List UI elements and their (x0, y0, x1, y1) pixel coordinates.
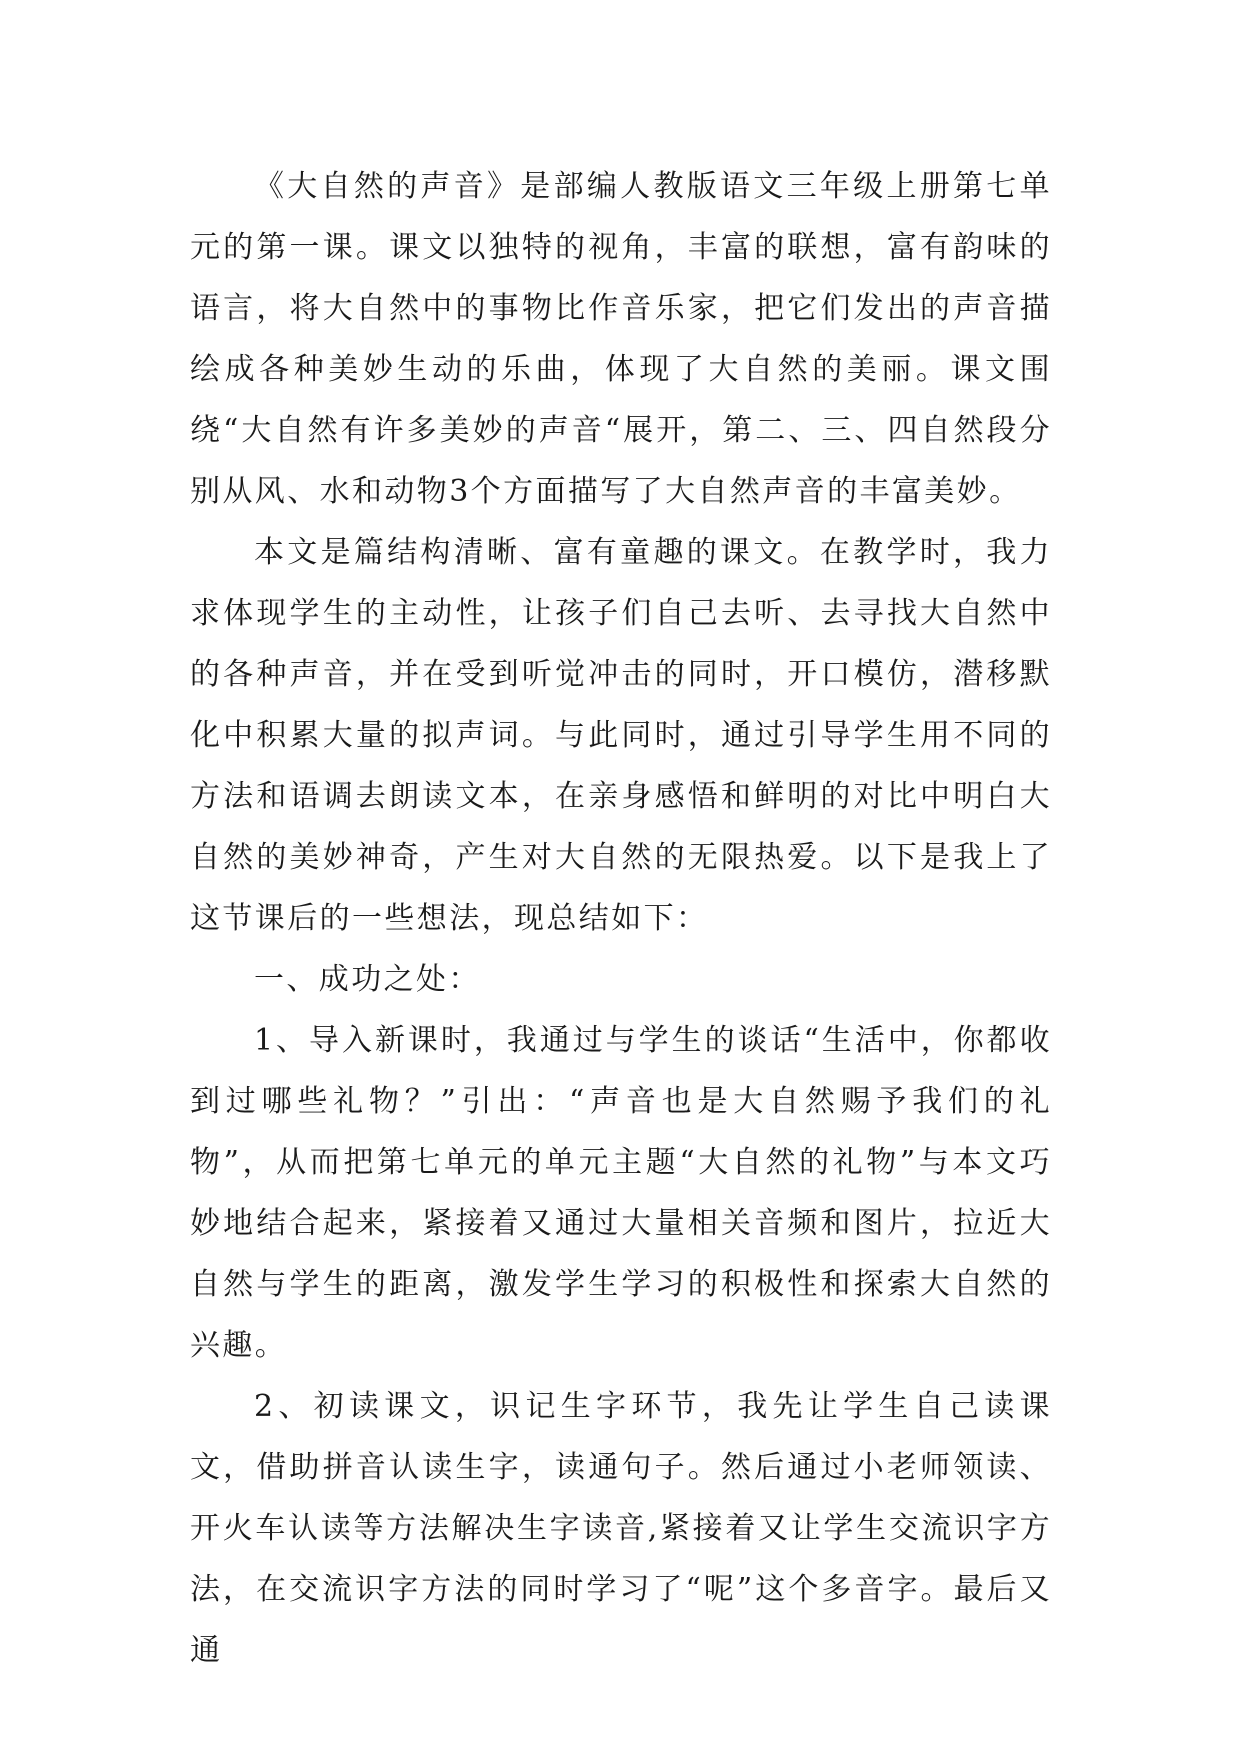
paragraph-teaching-approach: 本文是篇结构清晰、富有童趣的课文。在教学时，我力求体现学生的主动性，让孩子们自己去听、去寻找大自然中的各种声音，并在受到听觉冲击的同时，开口模仿，潜移默化中积累大量的拟声词。与此同时，通过引导学生用不同的方法和语调去朗读文本，在亲身感悟和鲜明的对比中明白大自然的美妙神奇，产生对大自然的无限热爱。以下是我上了这节课后的一些想法，现总结如下： (190, 535, 1052, 936)
section-heading-success: 一、成功之处： (254, 962, 481, 997)
paragraph-point-1: 1、导入新课时，我通过与学生的谈话“生活中，你都收到过哪些礼物？”引出：“声音也是大自然赐予我们的礼物”，从而把第七单元的单元主题“大自然的礼物”与本文巧妙地结合起来，紧接着又通过大量相关音频和图片，拉近大自然与学生的距离，激发学生学习的积极性和探索大自然的兴趣。 (190, 1023, 1052, 1363)
paragraph-point-2: 2、初读课文，识记生字环节，我先让学生自己读课文，借助拼音认读生字，读通句子。然后通过小老师领读、开火车认读等方法解决生字读音,紧接着又让学生交流识字方法，在交流识字方法的同时学习了“呢”这个多音字。最后又通 (190, 1389, 1052, 1668)
paragraph-intro: 《大自然的声音》是部编人教版语文三年级上册第七单元的第一课。课文以独特的视角，丰富的联想，富有韵味的语言，将大自然中的事物比作音乐家，把它们发出的声音描绘成各种美妙生动的乐曲，体现了大自然的美丽。课文围绕“大自然有许多美妙的声音“展开，第二、三、四自然段分别从风、水和动物3个方面描写了大自然声音的丰富美妙。 (190, 169, 1052, 509)
document-body (190, 156, 1052, 1681)
